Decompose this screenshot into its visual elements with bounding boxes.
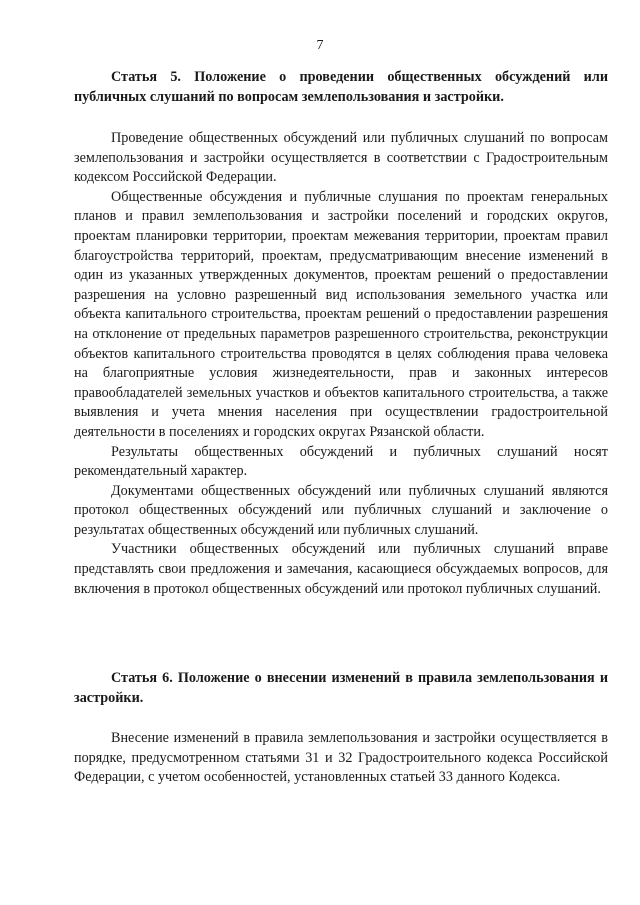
article-6-heading: Статья 6. Положение о внесении изменений в правила землепользования и застройки. [74,670,608,706]
article-5-paragraph: Общественные обсуждения и публичные слушания по проектам генеральных планов и правил землепользования и застройки поселений и городских округов, проектам планировки территории, проектам межевания территории, проектам правил благоустройства территорий, проектам, предусматривающим внесение изменений в один из указанных утвержденных документов, проектам решений о предоставлении разрешения на условно разрешенный вид использования земельного участка или объекта капитального строительства, проектам решений о предоставлении разрешения на отклонение от предельных параметров разрешенного строительства, реконструкции объектов капитального строительства проводятся в целях соблюдения права человека на благоприятные условия жизнедеятельности, прав и законных интересов правообладателей земельных участков и объектов капитального строительства, а также выявления и учета мнения населения при осуществлении градостроительной деятельности в поселениях и городских округах Рязанской области. [74,188,608,440]
article-6-paragraph: Внесение изменений в правила землепользования и застройки осуществляется в порядке, предусмотренном статьями 31 и 32 Градостроительного кодекса Российской Федерации, с учетом особенностей, установленных статьей 33 данного Кодекса. [74,730,608,786]
article-5-heading: Статья 5. Положение о проведении общественных обсуждений или публичных слушаний по вопросам землепользования и застройки. [74,69,608,105]
article-5-paragraph: Проведение общественных обсуждений или публичных слушаний по вопросам землепользования и застройки осуществляется в соответствии с Градостроительным кодексом Российской Федерации. [74,130,608,186]
article-6-body [74,729,608,788]
article-6 [74,669,608,708]
page-number: 7 [316,38,324,53]
article-5-paragraph: Участники общественных обсуждений или публичных слушаний вправе представлять свои предложения и замечания, касающиеся обсуждаемых вопросов, для включения в протокол общественных обсуждений или протокол публичных слушаний. [74,541,608,597]
article-5-paragraph: Документами общественных обсуждений или публичных слушаний являются протокол общественных обсуждений или публичных слушаний и заключение о результатах общественных обсуждений или публичных слушаний. [74,482,608,538]
article-5 [74,68,608,107]
article-5-body [74,129,608,599]
article-5-paragraph: Результаты общественных обсуждений и публичных слушаний носят рекомендательный характер. [74,443,608,480]
